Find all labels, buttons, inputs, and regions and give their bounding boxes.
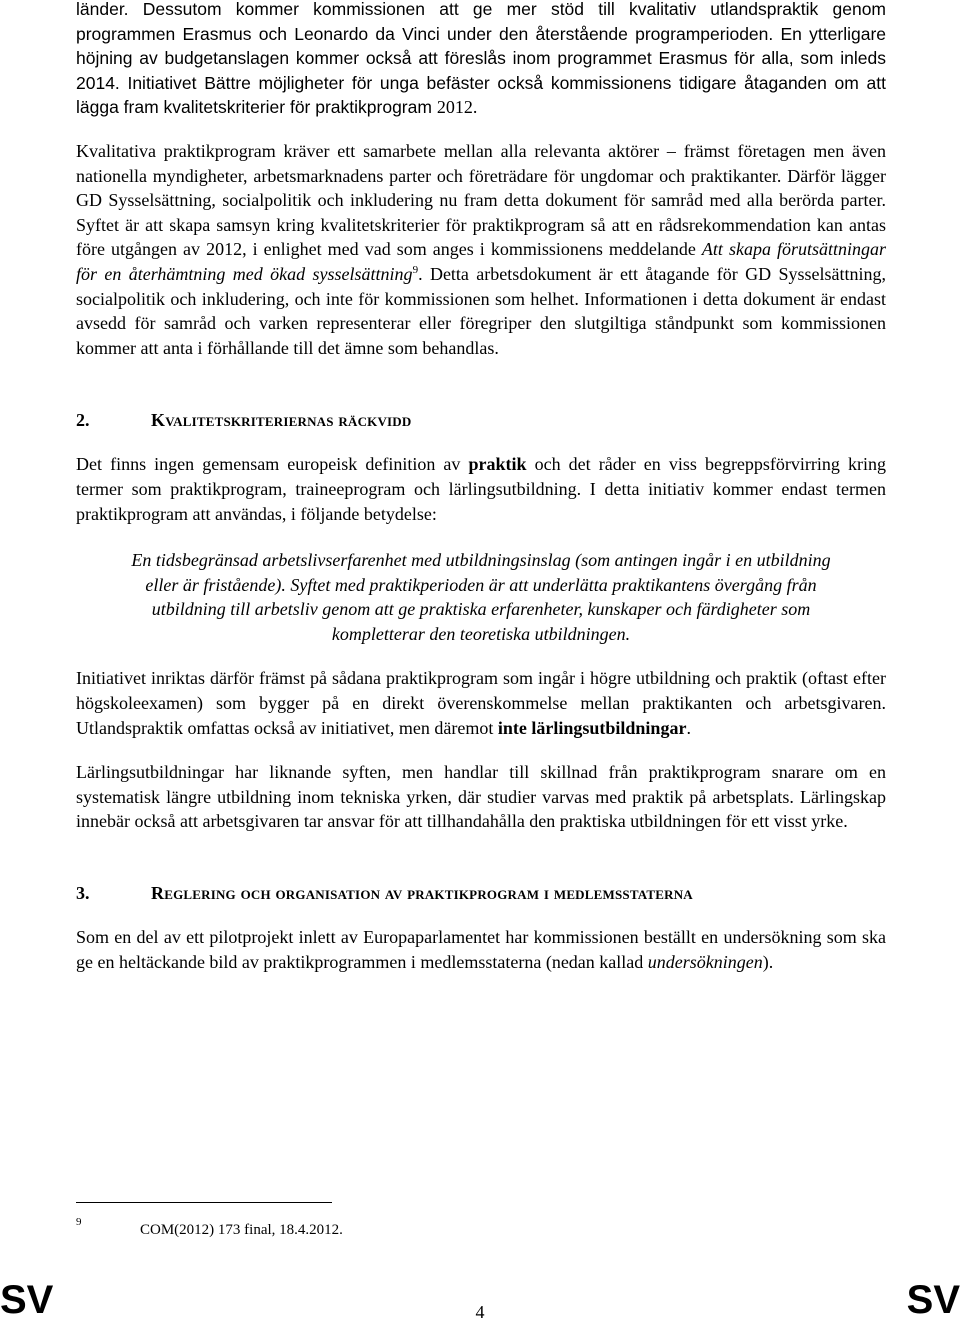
paragraph-intro-year: 2012.	[436, 97, 478, 118]
footnote-separator	[76, 1202, 332, 1203]
paragraph-scope-text: Initiativet inriktas därför främst på sådana praktikprogram som ingår i högre utbildning och praktik (oftast efter högskoleexamen) som bygger på en direkt överenskommelse mellan praktikanten och arbetsgivaren. Utlandspraktik omfattas också av initiativet, men däremot	[76, 668, 886, 738]
paragraph-consultation	[76, 139, 886, 360]
paragraph-intro-text: länder. Dessutom kommer kommissionen att ge mer stöd till kvalitativ utlandspraktik genom programmen Erasmus och Leonardo da Vinci under den återstående programperioden. En ytterligare höjning av budgetanslagen kommer också att föreslås inom programmet Erasmus för alla, som inleds 2014. Initiativet Bättre möjligheter för unga befäster också kommissionens tidigare åtaganden om att lägga fram kvalitetskriterier för praktikprogram	[76, 0, 886, 118]
paragraph-study-text-end: ).	[762, 951, 774, 972]
paragraph-definition	[76, 452, 886, 526]
footnote-text: COM(2012) 173 final, 18.4.2012.	[140, 1222, 343, 1238]
paragraph-definition-text-end: och det råder en viss begreppsförvirring kring termer som praktikprogram, traineeprogram och lärlingsutbildning. I detta initiativ kommer endast termen praktikprogram att användas, i följande betydelse:	[76, 454, 886, 524]
term-undersokningen: undersökningen	[647, 951, 763, 972]
footnote-mark: 9	[76, 1216, 82, 1228]
section-heading-3	[76, 881, 886, 905]
paragraph-apprenticeships: Lärlingsutbildningar har liknande syften, men handlar till skillnad från praktikprogram snarare om en systematisk längre utbildning inom tekniska yrken, där studier varvas med praktik på arbetsplats. Lärlingskap innebär också att arbetsgivaren tar ansvar för att tillhandahålla den praktiska utbildningen för ett visst yrke.	[76, 762, 886, 832]
footnote	[76, 1216, 343, 1239]
communication-title: Att skapa förutsättningar för en återhämtning med ökad sysselsättning	[76, 239, 886, 284]
language-code-right: SV	[906, 1278, 960, 1322]
section-heading-2	[76, 408, 886, 432]
paragraph-definition-text: Det finns ingen gemensam europeisk definition av	[76, 454, 469, 475]
language-code-left: SV	[0, 1278, 54, 1322]
paragraph-study	[76, 925, 886, 974]
definition-quote: En tidsbegränsad arbetslivserfarenhet med utbildningsinslag (som antingen ingår i en utbildning eller är fristående). Syftet med praktikperioden är att underlätta praktikantens övergång från utbildning till arbetsliv genom att ge praktiska erfarenheter, kunskaper och färdigheter som kompletterar den teoretiska utbildningen.	[131, 550, 831, 644]
exclusion-apprenticeships: inte lärlingsutbildningar	[497, 717, 687, 738]
page-number: 4	[475, 1302, 485, 1322]
section-title: Kvalitetskriteriernas räckvidd	[151, 410, 412, 431]
paragraph-consultation-text: Kvalitativa praktikprogram kräver ett samarbete mellan alla relevanta aktörer – främst företagen men även nationella myndigheter, arbetsmarknadens parter och företrädare för ungdomar och praktikanter. Därför lägger GD Sysselsättning, socialpolitik och inkludering nu fram detta dokument för samråd med alla berörda parter. Syftet är att skapa samsyn kring kvalitetskriterier för praktikprogram så att en rådsrekommendation kan antas före utgången av 2012, i enlighet med vad som anges i kommissionens meddelande	[76, 140, 886, 260]
paragraph-consultation-text-end: . Detta arbetsdokument är ett åtagande för GD Sysselsättning, socialpolitik och inkludering, och inte för kommissionen som helhet. Informationen i detta dokument är endast avsedd för samråd och varken representerar eller föregriper den slutgiltiga ståndpunkt som kommissionen kommer att anta i förhållande till det ämne som behandlas.	[76, 263, 886, 358]
paragraph-intro	[76, 0, 886, 120]
paragraph-scope	[76, 666, 886, 740]
section-number: 3.	[76, 883, 90, 904]
paragraph-scope-text-end: .	[686, 717, 691, 738]
section-title: Reglering och organisation av praktikprogram i medlemsstaterna	[151, 883, 693, 904]
section-number: 2.	[76, 410, 90, 431]
document-page	[76, 0, 886, 974]
paragraph-study-text: Som en del av ett pilotprojekt inlett av Europaparlamentet har kommissionen beställt en undersökning som ska ge en heltäckande bild av praktikprogrammen i medlemsstaterna (nedan kallad	[76, 927, 886, 972]
term-praktik: praktik	[468, 454, 527, 475]
footnote-reference[interactable]: 9	[412, 263, 419, 276]
